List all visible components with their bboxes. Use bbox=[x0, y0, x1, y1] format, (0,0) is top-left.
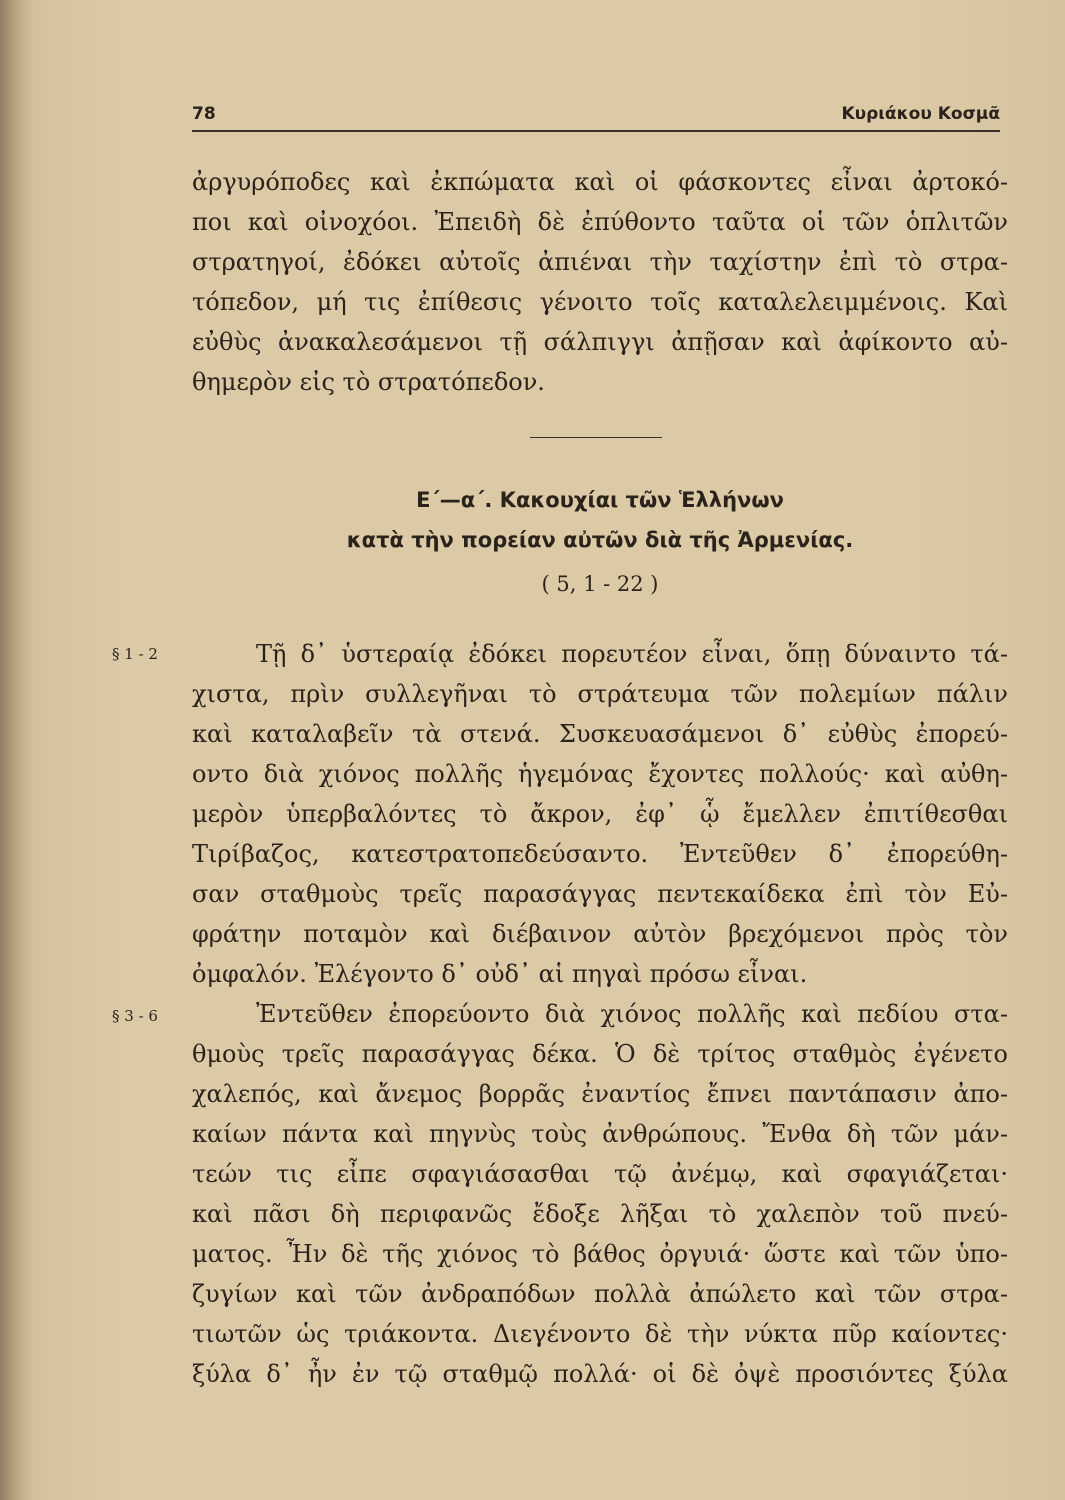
text-line: μερὸν ὑπερβαλόντες τὸ ἄκρον, ἐφ᾽ ᾧ ἔμελλεν ἐπιτίθεσθαι bbox=[192, 800, 1008, 828]
section-reference: ( 5, 1 - 22 ) bbox=[541, 572, 659, 596]
text-line: καὶ πᾶσι δὴ περιφανῶς ἔδοξε λῆξαι τὸ χαλεπὸν τοῦ πνεύ- bbox=[192, 1200, 1008, 1228]
text-line: ξύλα δ᾽ ἦν ἐν τῷ σταθμῷ πολλά· οἱ δὲ ὀψὲ προσιόντες ξύλα bbox=[192, 1360, 1008, 1388]
text-line: ἀργυρόποδες καὶ ἐκπώματα καὶ οἱ φάσκοντες εἶναι ἀρτοκό- bbox=[192, 168, 1008, 196]
text-line: φράτην ποταμὸν καὶ διέβαινον αὐτὸν βρεχόμενοι πρὸς τὸν bbox=[192, 920, 1008, 948]
text-line: Τῇ δ᾽ ὑστεραίᾳ ἐδόκει πορευτέον εἶναι, ὅπῃ δύναιντο τά- bbox=[256, 640, 1008, 668]
text-line: χαλεπός, καὶ ἄνεμος βορρᾶς ἐναντίος ἔπνει παντάπασιν ἀπο- bbox=[192, 1080, 1008, 1108]
text-line: ματος. Ἦν δὲ τῆς χιόνος τὸ βάθος ὀργυιά· ὥστε καὶ τῶν ὑπο- bbox=[192, 1240, 1008, 1268]
section-divider bbox=[530, 437, 662, 438]
margin-reference: § 1 - 2 bbox=[112, 645, 158, 663]
text-line: ὀμφαλόν. Ἐλέγοντο δ᾽ οὐδ᾽ αἱ πηγαὶ πρόσω εἶναι. bbox=[192, 960, 808, 988]
text-line: θημερὸν εἰς τὸ στρατόπεδον. bbox=[192, 368, 545, 396]
text-line: τόπεδον, μή τις ἐπίθεσις γένοιτο τοῖς καταλελειμμένοις. Καὶ bbox=[192, 288, 1008, 316]
text-line: σαν σταθμοὺς τρεῖς παρασάγγας πεντεκαίδεκα ἐπὶ τὸν Εὐ- bbox=[192, 880, 1008, 908]
margin-reference: § 3 - 6 bbox=[112, 1007, 158, 1025]
text-line: καίων πάντα καὶ πηγνὺς τοὺς ἀνθρώπους. Ἔνθα δὴ τῶν μάν- bbox=[192, 1120, 1008, 1148]
page-number: 78 bbox=[192, 104, 216, 124]
text-line: εὐθὺς ἀνακαλεσάμενοι τῇ σάλπιγγι ἀπῇσαν καὶ ἀφίκοντο αὐ- bbox=[192, 328, 1008, 356]
text-line: χιστα, πρὶν συλλεγῆναι τὸ στράτευμα τῶν πολεμίων πάλιν bbox=[192, 680, 1008, 708]
section-title: Ε΄—α΄. Κακουχίαι τῶν Ἑλλήνων bbox=[416, 488, 784, 512]
text-line: Τιρίβαζος, κατεστρατοπεδεύσαντο. Ἐντεῦθεν δ᾽ ἐπορεύθη- bbox=[192, 840, 1008, 868]
text-line: Ἐντεῦθεν ἐπορεύοντο διὰ χιόνος πολλῆς καὶ πεδίου στα- bbox=[256, 1000, 1008, 1028]
running-head: Κυριάκου Κοσμᾶ bbox=[841, 104, 1000, 124]
text-line: καὶ καταλαβεῖν τὰ στενά. Συσκευασάμενοι δ᾽ εὐθὺς ἐπορεύ- bbox=[192, 720, 1008, 748]
text-line: στρατηγοί, ἐδόκει αὐτοῖς ἀπιέναι τὴν ταχίστην ἐπὶ τὸ στρα- bbox=[192, 248, 1008, 276]
text-line: τεών τις εἶπε σφαγιάσασθαι τῷ ἀνέμῳ, καὶ σφαγιάζεται· bbox=[192, 1160, 1008, 1188]
page-header bbox=[192, 104, 1000, 132]
text-line: οντο διὰ χιόνος πολλῆς ἡγεμόνας ἔχοντες πολλούς· καὶ αὐθη- bbox=[192, 760, 1008, 788]
section-subtitle: κατὰ τὴν πορείαν αὐτῶν διὰ τῆς Ἀρμενίας. bbox=[346, 528, 854, 552]
text-line: ποι καὶ οἰνοχόοι. Ἐπειδὴ δὲ ἐπύθοντο ταῦτα οἱ τῶν ὁπλιτῶν bbox=[192, 208, 1008, 236]
text-line: ζυγίων καὶ τῶν ἀνδραπόδων πολλὰ ἀπώλετο καὶ τῶν στρα- bbox=[192, 1280, 1008, 1308]
text-line: θμοὺς τρεῖς παρασάγγας δέκα. Ὁ δὲ τρίτος σταθμὸς ἐγένετο bbox=[192, 1040, 1008, 1068]
text-line: τιωτῶν ὡς τριάκοντα. Διεγένοντο δὲ τὴν νύκτα πῦρ καίοντες· bbox=[192, 1320, 1008, 1348]
